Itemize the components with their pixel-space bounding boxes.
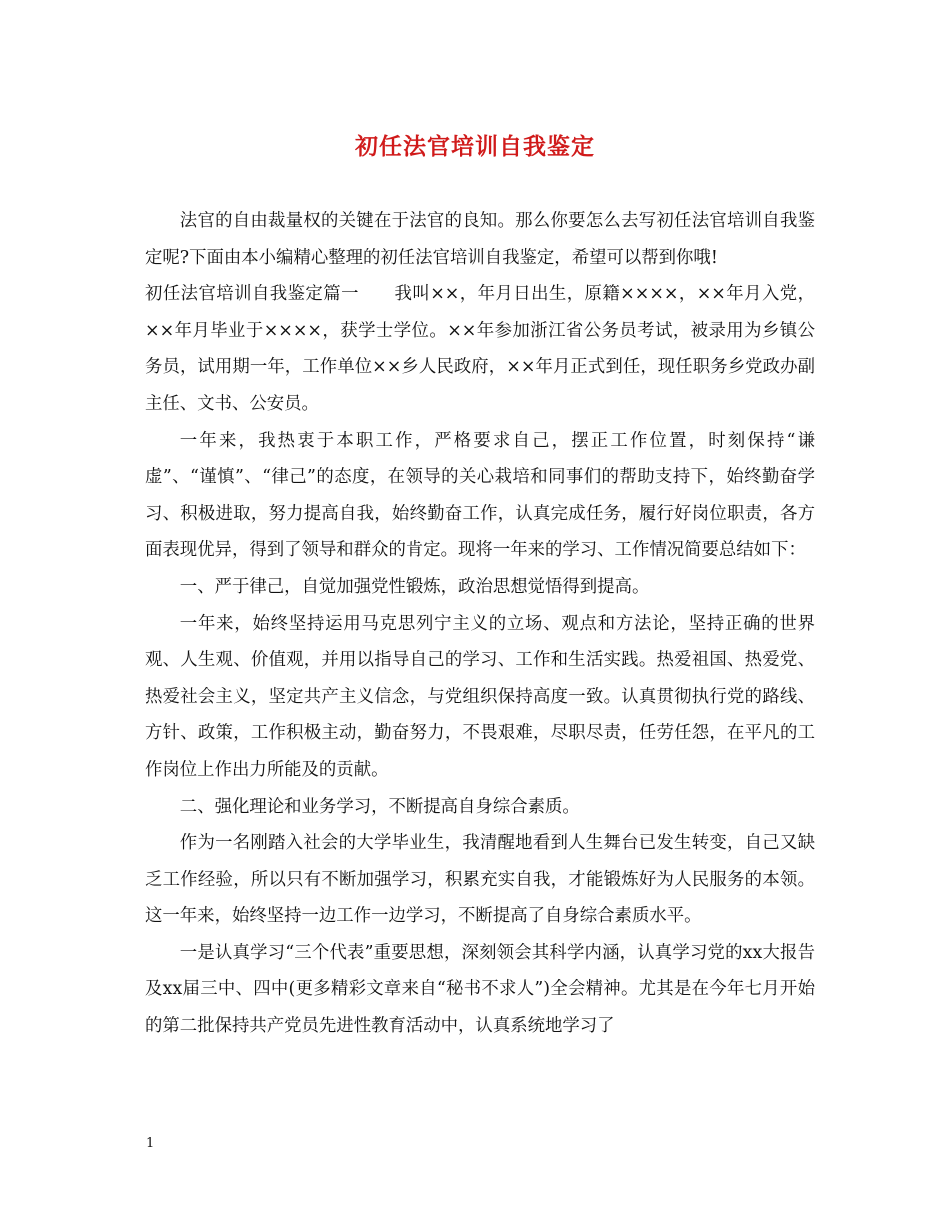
- document-title: 初任法官培训自我鉴定: [355, 133, 595, 160]
- paragraph-section-one-intro: 初任法官培训自我鉴定篇一 我叫××，年月日出生，原籍××××，××年月入党，××年月毕业于××××，获学士学位。××年参加浙江省公务员考试，被录用为乡镇公务员，试用期一年，工作单位××乡人民政府，××年月正式到任，现任职务乡党政办副主任、文书、公安员。: [145, 284, 815, 414]
- paragraph-intro: 法官的自由裁量权的关键在于法官的良知。那么你要怎么去写初任法官培训自我鉴定呢?下面由本小编精心整理的初任法官培训自我鉴定，希望可以帮到你哦!: [145, 211, 815, 268]
- document-body: [145, 203, 815, 1045]
- paragraph-heading-one: 一、严于律己，自觉加强党性锻炼，政治思想觉悟得到提高。: [179, 576, 650, 597]
- paragraph-theory: 一是认真学习“三个代表”重要思想，深刻领会其科学内涵，认真学习党的xx大报告及xx届三中、四中(更多精彩文章来自“秘书不求人”)全会精神。尤其是在今年七月开始的第二批保持共产党员先进性教育活动中，认真系统地学习了: [145, 942, 815, 1037]
- paragraph-heading-two: 二、强化理论和业务学习，不断提高自身综合素质。: [179, 796, 580, 817]
- paragraph-summary: 一年来，我热衷于本职工作，严格要求自己，摆正工作位置，时刻保持“谦虚”、“谨慎”、“律己”的态度，在领导的关心栽培和同事们的帮助支持下，始终勤奋学习、积极进取，努力提高自我，始终勤奋工作，认真完成任务，履行好岗位职责，各方面表现优异，得到了领导和群众的肯定。现将一年来的学习、工作情况简要总结如下：: [145, 430, 815, 561]
- paragraph-study: 作为一名刚踏入社会的大学毕业生，我清醒地看到人生舞台已发生转变，自己又缺乏工作经验，所以只有不断加强学习，积累充实自我，才能锻炼好为人民服务的本领。这一年来，始终坚持一边工作一边学习，不断提高了自身综合素质水平。: [145, 833, 815, 927]
- page-number: 1: [146, 1136, 155, 1151]
- paragraph-politics: 一年来，始终坚持运用马克思列宁主义的立场、观点和方法论，坚持正确的世界观、人生观、价值观，并用以指导自己的学习、工作和生活实践。热爱祖国、热爱党、热爱社会主义，坚定共产主义信念，与党组织保持高度一致。认真贯彻执行党的路线、方针、政策，工作积极主动，勤奋努力，不畏艰难，尽职尽责，任劳任怨，在平凡的工作岗位上作出力所能及的贡献。: [145, 613, 815, 780]
